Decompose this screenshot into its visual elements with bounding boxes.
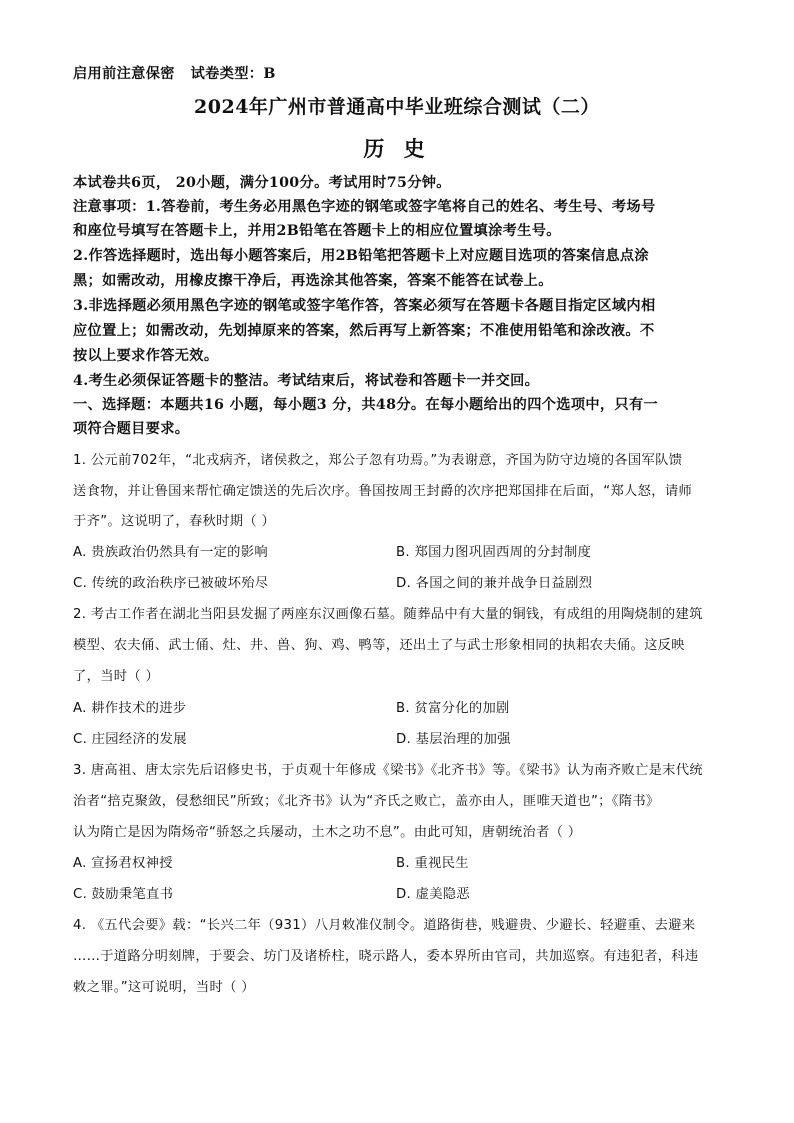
header-line: [73, 63, 276, 83]
question-1-line: 于齐”。这说明了，春秋时期（ ）: [73, 514, 276, 529]
question-2-line: 模型、农夫俑、武士俑、灶、井、兽、狗、鸡、鸭等，还出土了与武士形象相同的执耜农夫俑。这反映: [73, 638, 685, 653]
question-1-line: 送食物，并让鲁国来帮忙确定馈送的先后次序。鲁国按周王封爵的次序把郑国排在后面，“郑人怒，请师: [73, 484, 693, 499]
question-1-option-c[interactable]: C. 传统的政治秩序已被破坏殆尽: [73, 576, 269, 591]
confidential-note: 启用前注意保密: [73, 66, 175, 82]
instruction-line: 4.考生必须保证答题卡的整洁。考试结束后，将试卷和答题卡一并交回。: [73, 373, 540, 389]
question-3-option-b[interactable]: B. 重视民生: [396, 856, 469, 871]
question-2-line: 了，当时（ ）: [73, 669, 160, 684]
question-1-option-a[interactable]: A. 贵族政治仍然具有一定的影响: [73, 545, 268, 560]
question-3-line: 3. 唐高祖、唐太宗先后诏修史书，于贞观十年修成《梁书》《北齐书》等。《梁书》认为南齐败亡是末代统: [73, 763, 703, 778]
instruction-line: 3.非选择题必须用黑色字迹的钢笔或签字笔作答，答案必须写在答题卡各题目指定区域内相: [73, 298, 656, 314]
instruction-line: 和座位号填写在答题卡上，并用2B铅笔在答题卡上的相应位置填涂考生号。: [73, 223, 561, 239]
question-2-option-d[interactable]: D. 基层治理的加强: [396, 732, 511, 747]
question-3-option-a[interactable]: A. 宣扬君权神授: [73, 856, 173, 871]
paper-type: 试卷类型：B: [190, 66, 276, 82]
exam-title: 2024年广州市普通高中毕业班综合测试（二）: [194, 96, 600, 118]
question-1-option-d[interactable]: D. 各国之间的兼并战争日益剧烈: [396, 576, 593, 591]
instruction-line: 黑；如需改动，用橡皮擦干净后，再选涂其他答案，答案不能答在试卷上。: [73, 273, 553, 289]
question-2-line: 2. 考古工作者在湖北当阳县发掘了两座东汉画像石墓。随葬品中有大量的铜钱，有成组的用陶烧制的建筑: [73, 607, 703, 622]
question-3-option-c[interactable]: C. 鼓励秉笔直书: [73, 887, 174, 902]
question-3-option-d[interactable]: D. 虚美隐恶: [396, 887, 470, 902]
subject-title: 历 史: [363, 136, 431, 161]
instruction-line: 2.作答选择题时，选出每小题答案后，用2B铅笔把答题卡上对应题目选项的答案信息点涂: [73, 248, 649, 264]
question-4-line: 4. 《五代会要》载：“长兴二年（931）八月敕准仪制令。道路街巷，贱避贵、少避长、轻避重、去避来: [73, 918, 696, 933]
section-heading: 一、选择题：本题共16 小题，每小题3 分，共48分。在每小题给出的四个选项中，只有一: [73, 397, 659, 413]
question-2-option-a[interactable]: A. 耕作技术的进步: [73, 701, 187, 716]
question-3-line: 治者“掊克聚敛，侵愁细民”所致；《北齐书》认为“齐氏之败亡，盖亦由人，匪唯天道也”；《隋书》: [73, 794, 660, 809]
question-4-line: ……于道路分明刻牌，于要会、坊门及诸桥柱，晓示路人，委本界所由官司，共加巡察。有违犯者，科违: [73, 949, 699, 964]
instruction-line: 按以上要求作答无效。: [73, 348, 219, 364]
instruction-line: 应位置上；如需改动，先划掉原来的答案，然后再写上新答案；不准使用铅笔和涂改液。不: [73, 323, 655, 339]
question-1-option-b[interactable]: B. 郑国力图巩固西周的分封制度: [396, 545, 592, 560]
question-3-line: 认为隋亡是因为隋炀帝“骄怒之兵屡动，土木之功不息”。由此可知，唐朝统治者（ ）: [73, 825, 582, 840]
question-1-line: 1. 公元前702年，“北戎病齐，诸侯救之，郑公子忽有功焉。”为表谢意，齐国为防守边境的各国军队馈: [73, 453, 683, 468]
instruction-line: 注意事项：1.答卷前，考生务必用黑色字迹的钢笔或签字笔将自己的姓名、考生号、考场号: [73, 199, 656, 215]
exam-intro: 本试卷共6页， 20小题，满分100分。考试用时75分钟。: [73, 175, 451, 191]
question-2-option-b[interactable]: B. 贫富分化的加剧: [396, 701, 510, 716]
section-heading-cont: 项符合题目要求。: [73, 421, 190, 437]
question-4-line: 敕之罪。”这可说明，当时（ ）: [73, 980, 255, 995]
question-2-option-c[interactable]: C. 庄园经济的发展: [73, 732, 187, 747]
